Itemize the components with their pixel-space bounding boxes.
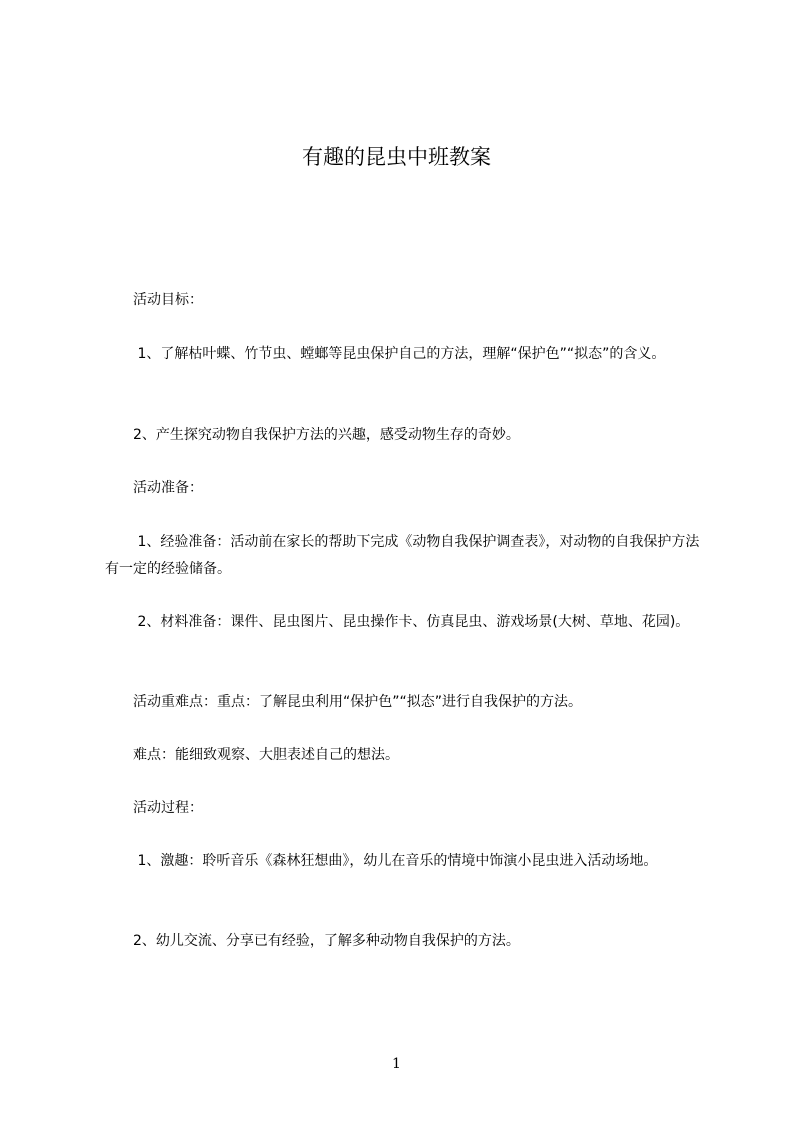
paragraph-goal-2: 2、产生探究动物自我保护方法的兴趣，感受动物生存的奇妙。	[105, 427, 520, 443]
paragraph-process-2: 2、幼儿交流、分享已有经验，了解多种动物自我保护的方法。	[105, 933, 520, 949]
paragraph-process-1: 1、激趣：聆听音乐《森林狂想曲》，幼儿在音乐的情境中饰演小昆虫进入活动场地。	[105, 853, 658, 869]
paragraph-goal-1: 1、了解枯叶蝶、竹节虫、螳螂等昆虫保护自己的方法，理解“保护色”“拟态”的含义。	[105, 346, 666, 362]
document-title: 有趣的昆虫中班教案	[302, 145, 491, 169]
paragraph-activity-goals-heading: 活动目标：	[105, 292, 203, 308]
paragraph-preparation-2: 2、材料准备：课件、昆虫图片、昆虫操作卡、仿真昆虫、游戏场景(大树、草地、花园)。	[105, 614, 690, 630]
page-number: 1	[392, 1056, 401, 1072]
paragraph-preparation-1: 1、经验准备：活动前在家长的帮助下完成《动物自我保护调查表》，对动物的自我保护方法有一定的经验储备。	[105, 534, 700, 577]
paragraph-key-points: 活动重难点：重点：了解昆虫利用“保护色”“拟态”进行自我保护的方法。	[105, 694, 583, 710]
paragraph-difficulties: 难点：能细致观察、大胆表述自己的想法。	[105, 747, 399, 763]
paragraph-preparation-heading: 活动准备：	[105, 480, 203, 496]
paragraph-process-heading: 活动过程：	[105, 800, 203, 816]
